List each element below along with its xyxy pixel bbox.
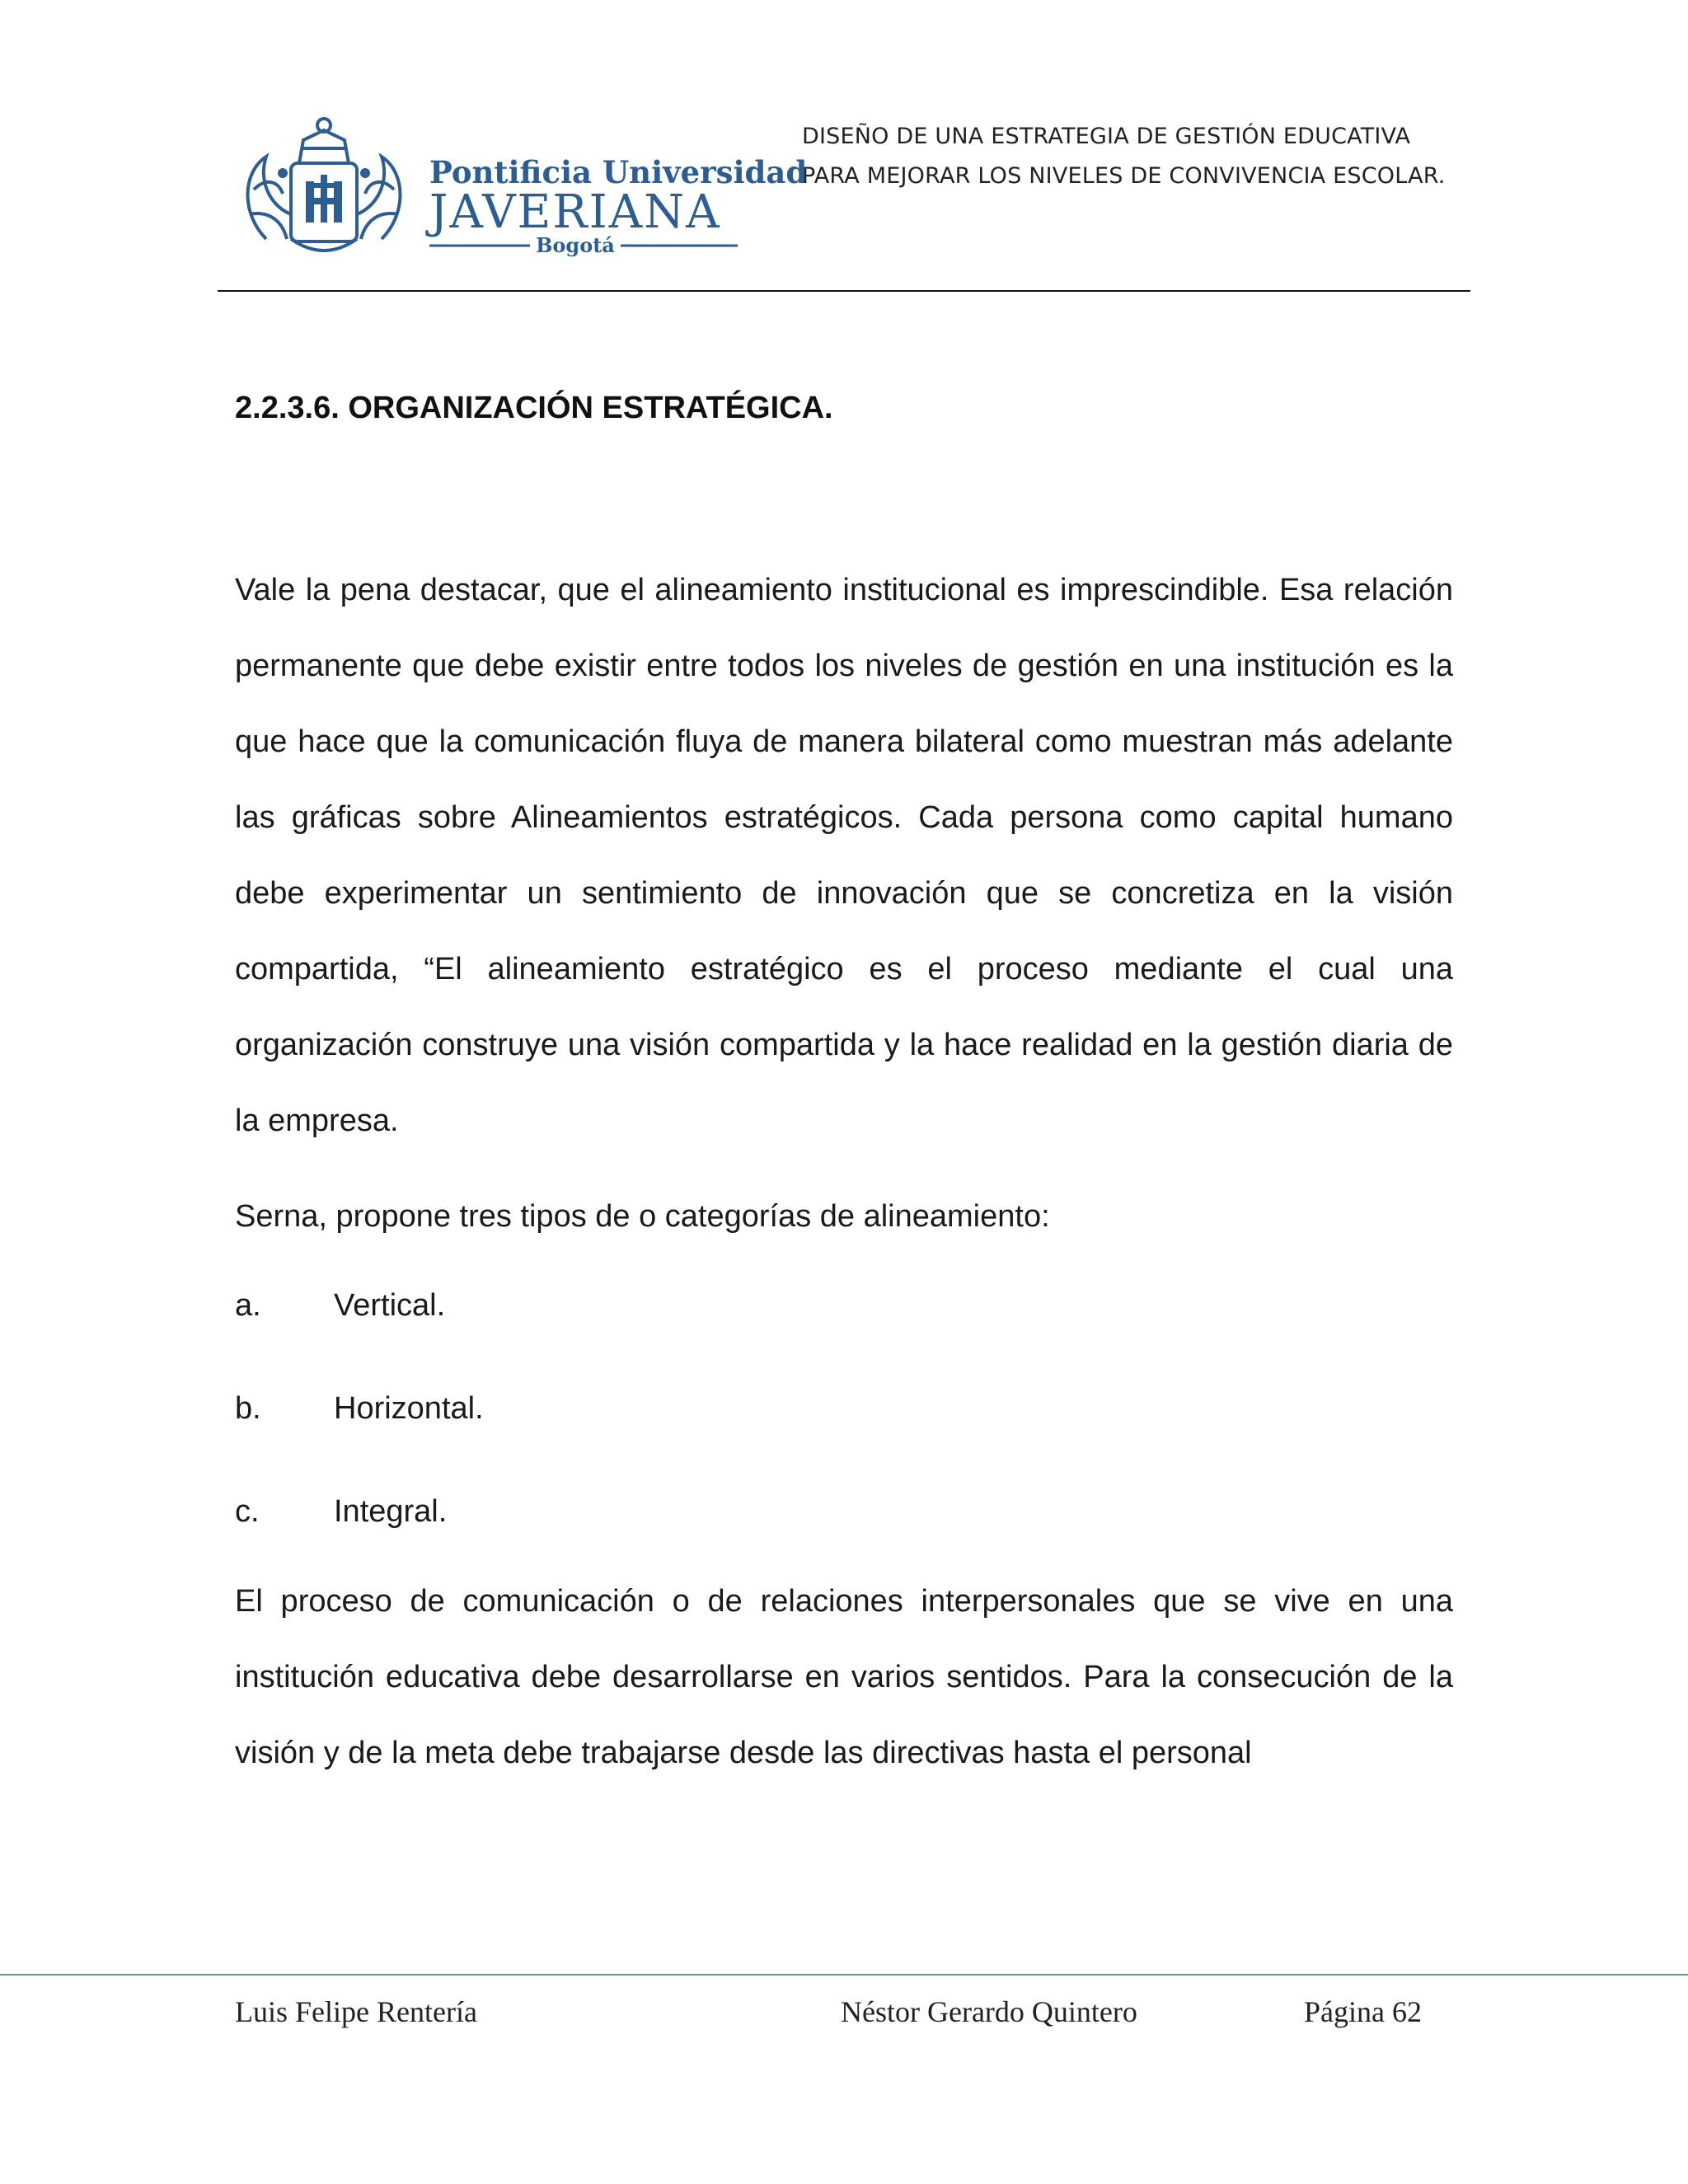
- list-text: Horizontal.: [334, 1391, 484, 1426]
- university-logo: [233, 115, 808, 264]
- footer-author-2: Néstor Gerardo Quintero: [841, 1995, 1137, 2028]
- body-content: [235, 552, 1453, 1791]
- university-crest-icon: [233, 115, 808, 264]
- footer-author-1: Luis Felipe Rentería: [235, 1995, 477, 2028]
- list-marker: c.: [235, 1494, 260, 1529]
- list-text: Vertical.: [334, 1288, 446, 1323]
- document-title: [802, 117, 1446, 196]
- header-divider: [218, 290, 1470, 292]
- list-item: [235, 1357, 1453, 1460]
- paragraph-alineamiento: Vale la pena destacar, que el alineamiento institucional es imprescindible. Esa relación permanente que debe existir entre todos los niveles de gestión en una institución es la que hace que la comunicación fluya de manera bilateral como muestran más adelante las gráficas sobre Alineamientos estratégicos. Cada persona como capital humano debe experimentar un sentimiento de innovación que se concretiza en la visión compartida, “El alineamiento estratégico es el proceso mediante el cual una organización construye una visión compartida y la hace realidad en la gestión diaria de la empresa.: [235, 573, 1453, 1138]
- list-marker: a.: [235, 1288, 261, 1323]
- page-number: Página 62: [1304, 1995, 1422, 2028]
- footer-divider: [0, 1974, 1688, 1975]
- paragraph-categorias: Serna, propone tres tipos de o categorías de alineamiento:: [235, 1199, 1050, 1234]
- list-item: [235, 1254, 1453, 1357]
- logo-line1: Pontificia Universidad: [429, 154, 808, 190]
- document-title-line1: DISEÑO DE UNA ESTRATEGIA DE GESTIÓN EDUCATIVA: [802, 124, 1411, 149]
- list-marker: b.: [235, 1391, 261, 1426]
- alignment-types-list: [235, 1254, 1453, 1563]
- list-item: [235, 1460, 1453, 1563]
- logo-line2: JAVERIANA: [429, 185, 721, 239]
- logo-line3: Bogotá: [536, 233, 615, 257]
- document-title-line2: PARA MEJORAR LOS NIVELES DE CONVIVENCIA ESCOLAR.: [802, 163, 1446, 189]
- section-heading: 2.2.3.6. ORGANIZACIÓN ESTRATÉGICA.: [235, 391, 833, 425]
- list-text: Integral.: [334, 1494, 448, 1529]
- paragraph-comunicacion: El proceso de comunicación o de relaciones interpersonales que se vive en una institución educativa debe desarrollarse en varios sentidos. Para la consecución de la visión y de la meta debe trabajarse desde las directivas hasta el personal: [235, 1584, 1453, 1770]
